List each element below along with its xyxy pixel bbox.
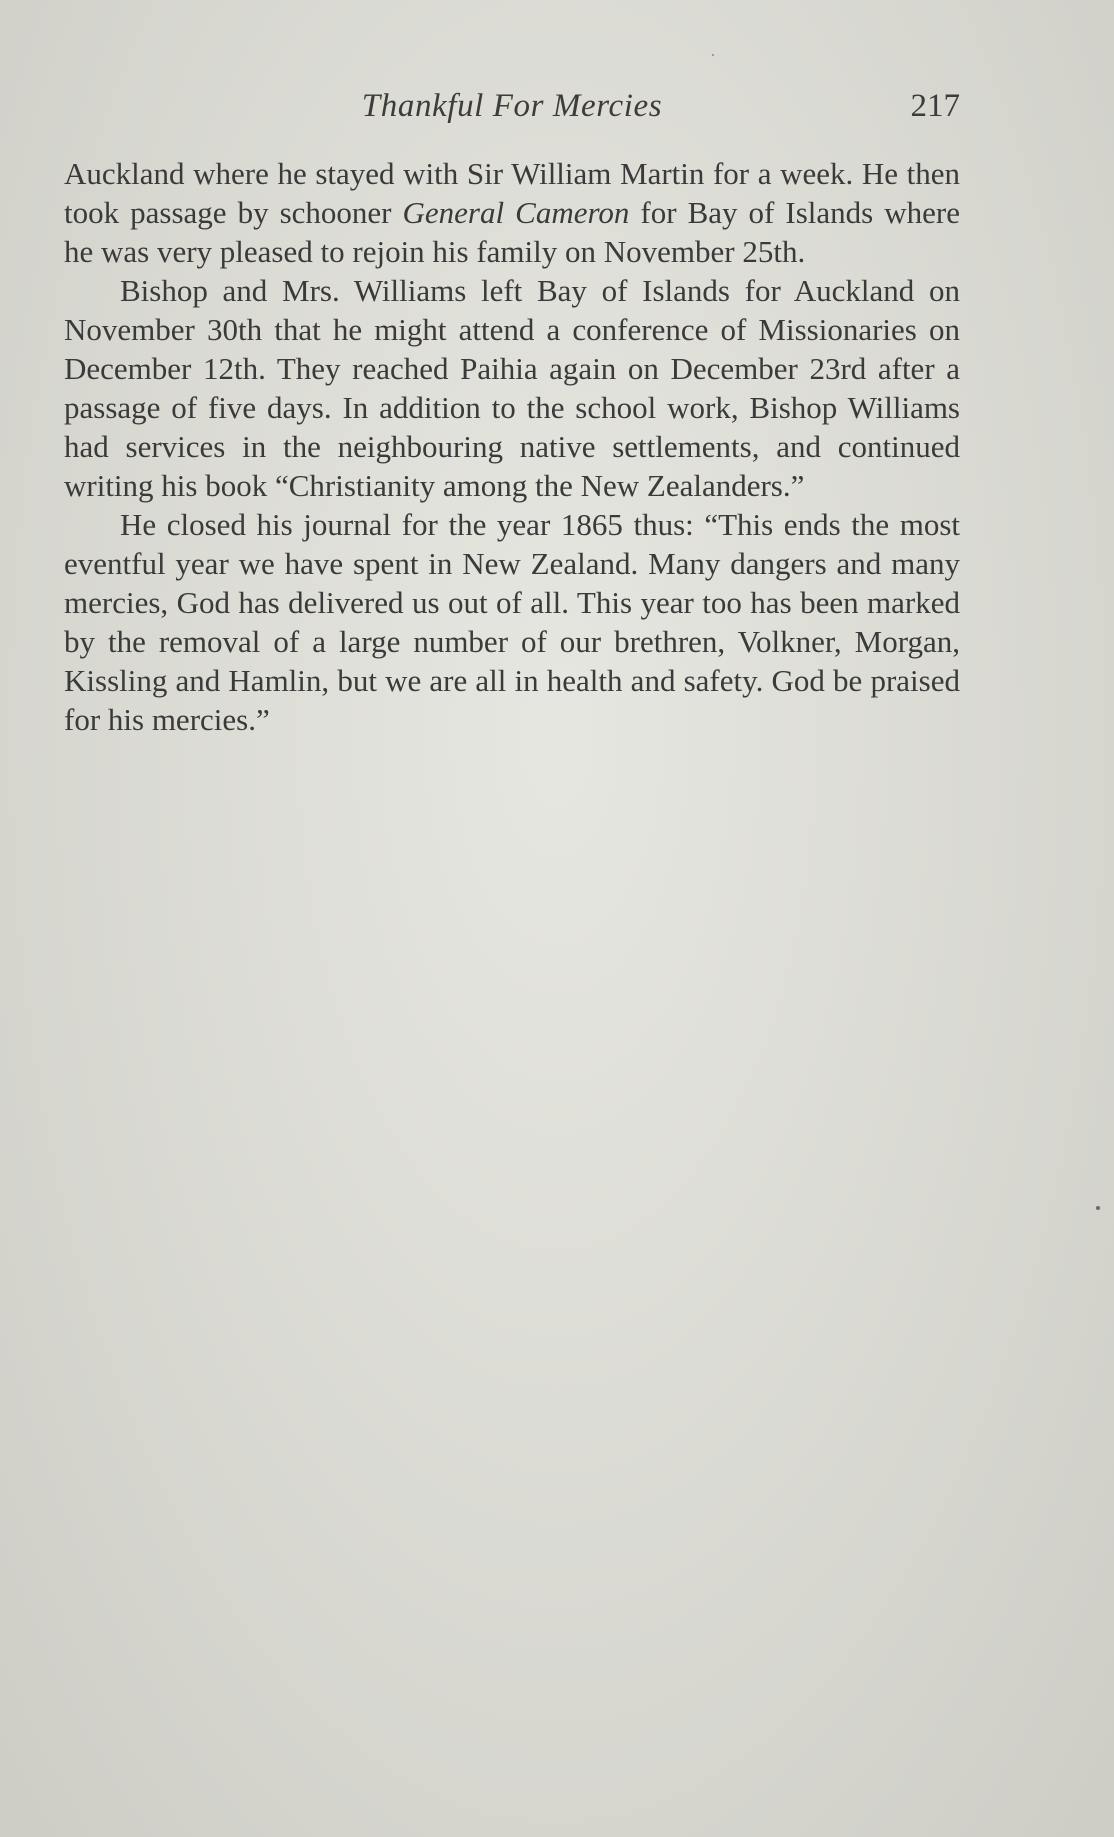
page-header <box>64 88 960 130</box>
paragraph-1-text-b: for Bay of Islands where he was very pleased to rejoin his family on November 25th. <box>64 195 960 269</box>
paper-speck <box>712 54 714 56</box>
body-text <box>64 154 960 739</box>
paragraph-3: He closed his journal for the year 1865 thus: “This ends the most eventful year we have spent in New Zealand. Many dangers and many mercies, God has delivered us out of all. This year too has been marked by the removal of a large number of our brethren, Volkner, Morgan, Kissling and Hamlin, but we are all in health and safety. God be praised for his mercies.” <box>64 507 960 737</box>
ship-name: General Cameron <box>402 195 630 230</box>
running-head: Thankful For Mercies <box>361 88 663 124</box>
page-number: 217 <box>910 88 960 124</box>
paragraph-1-text-a: Auckland where he stayed with Sir William Martin for a week. He then took passage by schooner <box>64 156 960 230</box>
paragraph-2: Bishop and Mrs. Williams left Bay of Islands for Auckland on November 30th that he might attend a conference of Missionaries on December 12th. They reached Paihia again on December 23rd after a passage of five days. In addition to the school work, Bishop Williams had services in the neighbouring native settlements, and continued writing his book “Christianity among the New Zealanders.” <box>64 273 960 503</box>
paper-speck <box>1096 1206 1100 1210</box>
paragraph-continued <box>64 154 960 271</box>
